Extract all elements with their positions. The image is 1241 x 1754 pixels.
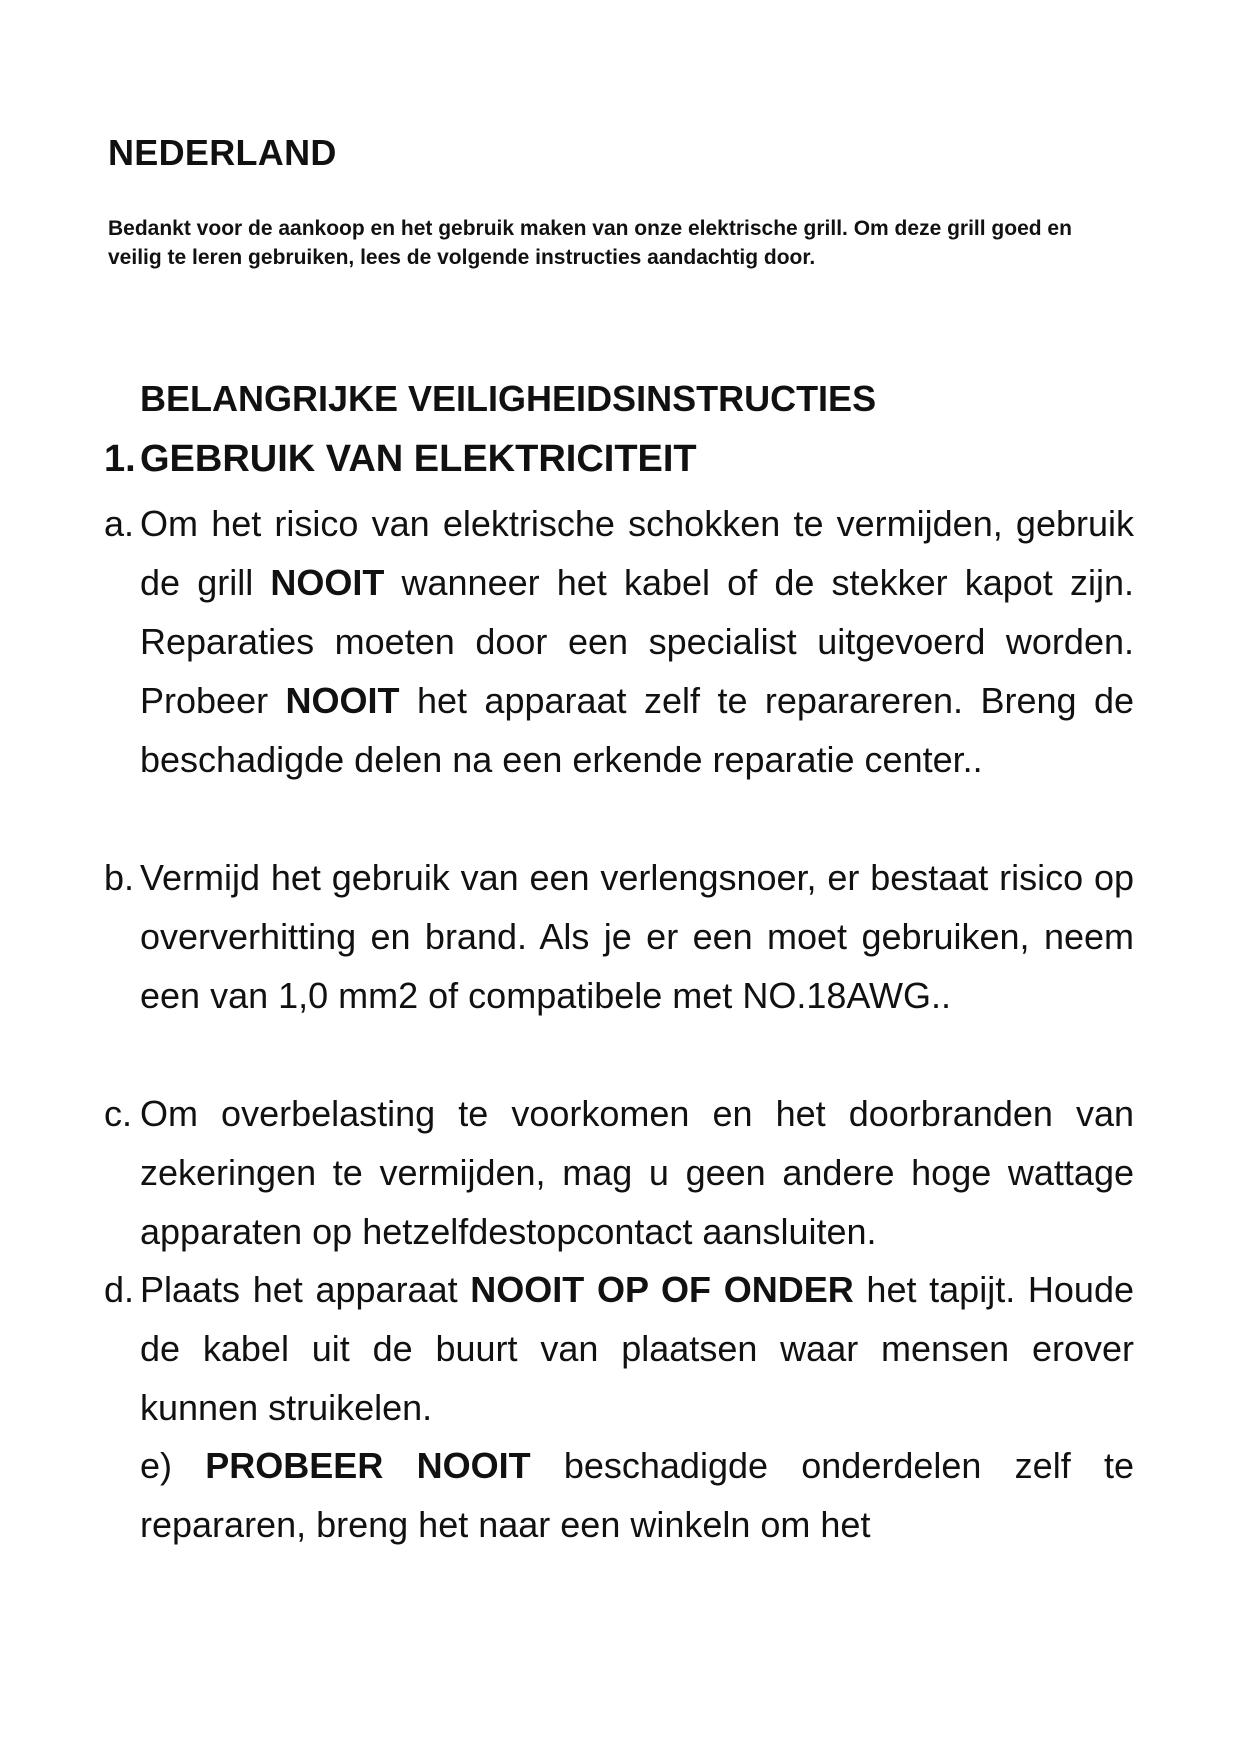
item-marker: e) — [140, 1445, 173, 1486]
item-body — [104, 1260, 1134, 1437]
item-marker: b. — [104, 857, 135, 898]
item-text: Om het risico van elektrische schokken te vermijden, gebruik de grill — [140, 503, 1134, 603]
item-body: Vermijd het gebruik van een verlengsnoer, er bestaat risico op oververhitting en brand. Als je er een moet gebruiken, neem een van 1,0 mm2 of compatibele met NO.18AWG.. — [140, 857, 1134, 1016]
item-text: het tapijt. Houde de kabel uit de buurt van plaatsen waar mensen erover kunnen struikelen. — [140, 1269, 1134, 1428]
item-marker: d. — [104, 1269, 135, 1310]
item-marker: a. — [104, 503, 135, 544]
section-title-text: GEBRUIK VAN ELEKTRICITEIT — [140, 438, 697, 480]
item-body: Om overbelasting te voorkomen en het doorbranden van zekeringen te vermijden, mag u geen andere hoge wattage apparaten op hetzelfdestopcontact aansluiten. — [140, 1093, 1134, 1252]
instruction-item-b — [104, 848, 1134, 1025]
item-text: Plaats het apparaat — [140, 1269, 471, 1310]
item-emphasis: NOOIT — [270, 562, 385, 603]
item-text: wanneer het kabel of de stekker kapot zijn. Reparaties moeten door een specialist uitgevoerd worden. Probeer — [140, 562, 1134, 721]
item-text: beschadigde onderdelen zelf te repararen, breng het naar een winkeln om het — [140, 1445, 1134, 1545]
item-emphasis: PROBEER NOOIT — [205, 1445, 531, 1486]
section-title — [104, 438, 697, 481]
instruction-item-c — [104, 1084, 1134, 1261]
instruction-item-e — [104, 1436, 1134, 1554]
item-body — [104, 1436, 1134, 1554]
instruction-item-a — [104, 494, 1134, 789]
item-marker: c. — [104, 1093, 133, 1134]
instruction-item-d — [104, 1260, 1134, 1437]
safety-heading: BELANGRIJKE VEILIGHEIDSINSTRUCTIES — [140, 378, 877, 419]
item-text: het apparaat zelf te repararеren. Breng de beschadigde delen na een erkende reparatie center.. — [140, 680, 1134, 780]
item-emphasis: NOOIT — [285, 680, 400, 721]
item-emphasis: NOOIT OP OF ONDER — [470, 1269, 854, 1310]
intro-paragraph: Bedankt voor de aankoop en het gebruik maken van onze elektrische grill. Om deze grill goed en veilig te leren gebruiken, lees de volgende instructies aandachtig door. — [108, 217, 1072, 269]
section-number: 1. — [104, 438, 136, 480]
item-body — [104, 494, 1134, 789]
page-title: NEDERLAND — [108, 132, 337, 173]
